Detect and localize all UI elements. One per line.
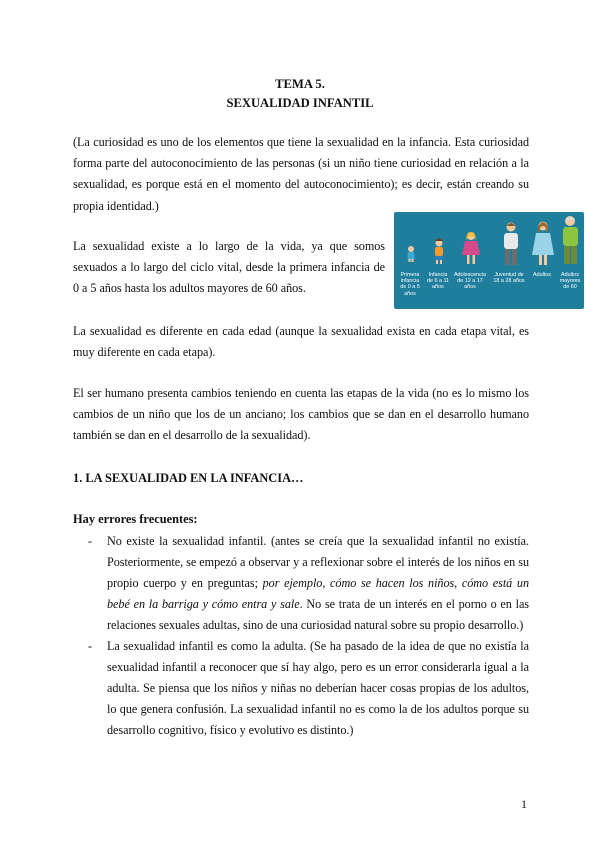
stage-label-adultos-mayores: Adultos mayores de 60 — [559, 272, 581, 291]
stage-label-juventud: Juventud de 18 a 28 años — [493, 272, 525, 285]
section-heading: 1. LA SEXUALIDAD EN LA INFANCIA… — [73, 471, 304, 485]
intro-paragraph-4: El ser humano presenta cambios teniendo en cuenta las etapas de la vida (no es lo mismo los cambios de un niño que los de un anciano; los cambios que se dan en el desarrollo humano también se dan en el desarrollo de la sexualidad). — [73, 386, 529, 443]
page-number: 1 — [521, 797, 527, 811]
young-adult-figure — [504, 223, 518, 266]
adolescent-figure — [462, 232, 480, 264]
stage-label-adolescencia: Adolescencia de 12 a 17 años — [453, 272, 487, 291]
list-dash: - — [88, 534, 93, 548]
bullet-1-text: No existe la sexualidad infantil. (antes se creía que la sexualidad infantil no existía. Posteriormente, se empezó a observar y a reflexionar sobre el interés de los niños en su propio cuerpo y en preguntas; — [107, 534, 529, 590]
stage-label-primera-infancia: Primera infancia de 0 a 5 años — [400, 272, 420, 297]
intro-paragraph-3: La sexualidad es diferente en cada edad (aunque la sexualidad exista en cada etapa vital, es muy diferente en cada etapa). — [73, 324, 529, 360]
list-dash: - — [88, 639, 93, 653]
stage-label-infancia: Infancia de 6 a 11 años — [426, 272, 450, 291]
intro-paragraph-1: (La curiosidad es uno de los elementos que tiene la sexualidad en la infancia. Esta curiosidad forma parte del autoconocimiento de las personas (si un niño tiene curiosidad en relación a la sexualidad, es porque está en el momento del autoconocimiento); es decir, están creando su propia identidad.) — [73, 135, 529, 213]
section-subheading: Hay errores frecuentes: — [73, 512, 198, 526]
stage-label-adultos: Adultos — [533, 272, 551, 278]
intro-paragraph-2: La sexualidad existe a lo largo de la vida, ya que somos sexuados a lo largo del ciclo vital, desde la primera infancia de 0 a 5 años hasta los adultos mayores de 60 años. — [73, 239, 385, 296]
topic-number: TEMA 5. — [275, 77, 325, 91]
baby-figure — [408, 246, 415, 262]
list-item — [73, 531, 529, 636]
document-title: SEXUALIDAD INFANTIL — [226, 96, 374, 110]
adult-figure — [532, 222, 554, 266]
child-figure — [435, 239, 443, 265]
bullet-2-text: La sexualidad infantil es como la adulta. (Se ha pasado de la idea de que no existía la sexualidad infantil a reconocer que sí hay algo, pero es un error considerarla igual a la adulta. Se piensa que los niños y niñas no deberían hacer cosas propias de los adultos, lo que genera confusión. La sexualidad infantil no es como la de los adultos porque su desarrollo cognitivo, físico y evolutivo es distinto.) — [107, 639, 529, 737]
bullet-1-example: por ejemplo, cómo se hacen los niños, cómo está un bebé en la barriga y cómo entra y sale — [107, 576, 530, 611]
errors-list — [73, 531, 529, 741]
older-adult-figure — [563, 216, 578, 264]
bullet-1-text-end: . No se trata de un interés en el porno o en las relaciones sexuales adultas, sino de una curiosidad natural sobre su propio desarrollo.) — [107, 597, 529, 632]
list-item — [73, 636, 529, 741]
life-stages-figure — [394, 212, 584, 309]
